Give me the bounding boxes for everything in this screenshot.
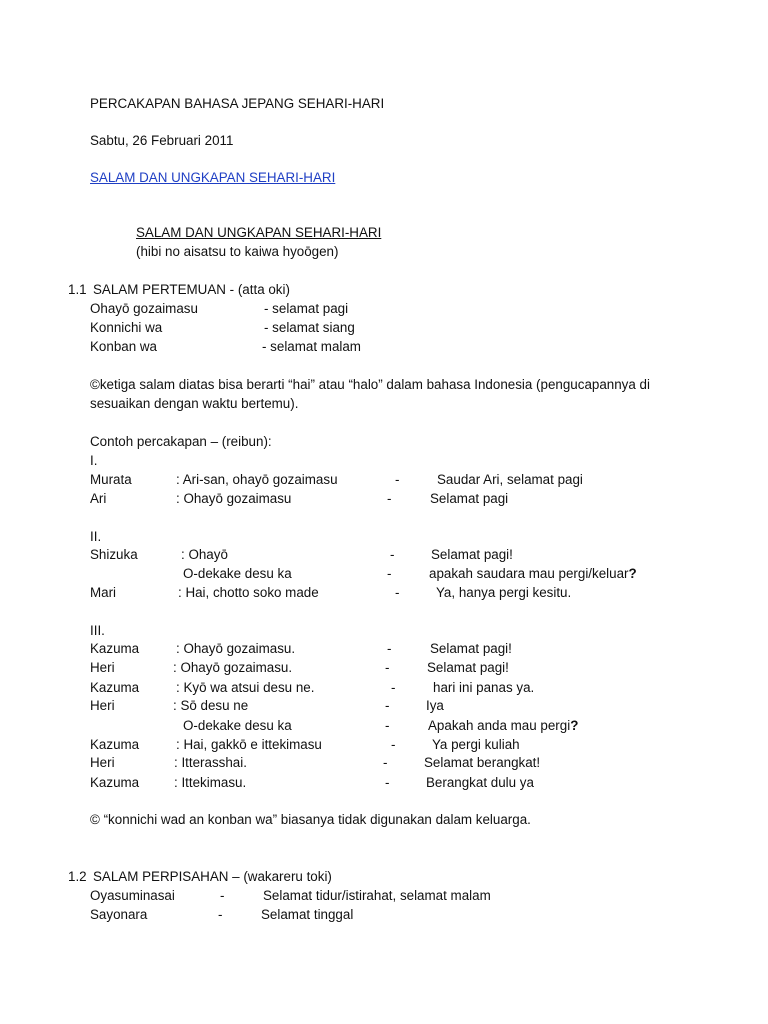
greeting-id: - selamat malam [262, 339, 361, 354]
dialogue-speaker: Kazuma [90, 775, 140, 790]
dialogue-id: Selamat pagi! [431, 547, 513, 562]
page-title: PERCAKAPAN BAHASA JEPANG SEHARI-HARI [90, 96, 385, 111]
dialogue-dash: - [391, 680, 396, 695]
example-heading: Contoh percakapan – (reibun): [90, 434, 272, 449]
dialogue-id: Saudar Ari, selamat pagi [437, 472, 583, 487]
dialogue-dash: - [395, 585, 400, 600]
greeting-jp: Ohayō gozaimasu [90, 301, 198, 316]
note-line: ©ketiga salam diatas bisa berarti “hai” atau “halo” dalam bahasa Indonesia (pengucapannya di [90, 377, 650, 392]
greeting-id: Selamat tidur/istirahat, selamat malam [263, 888, 491, 903]
section-heading: SALAM DAN UNGKAPAN SEHARI-HARI [136, 225, 382, 240]
dialogue-dash: - [391, 737, 396, 752]
dialogue-jp: : Ari-san, ohayō gozaimasu [176, 472, 338, 487]
dialogue-jp: : Itterasshai. [174, 755, 247, 770]
dialogue-id: apakah saudara mau pergi/keluar? [429, 566, 637, 581]
dialogue-id: Selamat pagi! [430, 641, 512, 656]
dialogue-jp: O-dekake desu ka [183, 566, 292, 581]
dialogue-speaker: Kazuma [90, 680, 140, 695]
dialogue-dash: - [385, 775, 390, 790]
dialogue-jp: : Ittekimasu. [174, 775, 247, 790]
dialogue-id: Ya, hanya pergi kesitu. [436, 585, 572, 600]
dialogue-dash: - [387, 491, 392, 506]
section-2-number: 1.2 [68, 869, 87, 884]
greeting-id: - selamat siang [264, 320, 355, 335]
dialogue-speaker: Kazuma [90, 641, 140, 656]
greeting-jp: Konnichi wa [90, 320, 163, 335]
article-link[interactable]: SALAM DAN UNGKAPAN SEHARI-HARI [90, 170, 336, 185]
dialogue-jp: : Ohayō [181, 547, 228, 562]
note-line: sesuaikan dengan waktu bertemu). [90, 396, 299, 411]
dialogue-jp: O-dekake desu ka [183, 718, 292, 733]
dialogue-dash: - [385, 698, 390, 713]
greeting-id: - selamat pagi [264, 301, 349, 316]
note-line: © “konnichi wad an konban wa” biasanya tidak digunakan dalam keluarga. [90, 812, 531, 827]
dialogue-label: II. [90, 529, 102, 544]
dialogue-dash: - [395, 472, 400, 487]
dialogue-dash: - [383, 755, 388, 770]
greeting-jp: Konban wa [90, 339, 158, 354]
dialogue-dash: - [385, 718, 390, 733]
dialogue-id: Selamat berangkat! [424, 755, 541, 770]
greeting-jp: Sayonara [90, 907, 148, 922]
dialogue-id: hari ini panas ya. [433, 680, 535, 695]
dialogue-jp: : Kyō wa atsui desu ne. [176, 680, 315, 695]
dialogue-dash: - [385, 660, 390, 675]
greeting-jp: Oyasuminasai [90, 888, 175, 903]
dialogue-id: Apakah anda mau pergi? [428, 718, 579, 733]
dialogue-jp: : Sō desu ne [173, 698, 249, 713]
greeting-dash: - [220, 888, 225, 903]
dialogue-speaker: Shizuka [90, 547, 138, 562]
section-1-number: 1.1 [68, 282, 87, 297]
dialogue-id: Ya pergi kuliah [432, 737, 520, 752]
post-date: Sabtu, 26 Februari 2011 [90, 133, 234, 148]
dialogue-speaker: Heri [90, 755, 115, 770]
dialogue-speaker: Heri [90, 698, 115, 713]
section-1-title: SALAM PERTEMUAN - (atta oki) [93, 282, 290, 297]
dialogue-dash: - [387, 566, 392, 581]
dialogue-dash: - [387, 641, 392, 656]
dialogue-speaker: Ari [90, 491, 107, 506]
dialogue-jp: : Hai, chotto soko made [178, 585, 319, 600]
greeting-dash: - [218, 907, 223, 922]
dialogue-label: I. [90, 453, 98, 468]
dialogue-speaker: Kazuma [90, 737, 140, 752]
greeting-id: Selamat tinggal [261, 907, 354, 922]
dialogue-jp: : Ohayō gozaimasu. [173, 660, 293, 675]
dialogue-id: Selamat pagi! [427, 660, 509, 675]
dialogue-id: Berangkat dulu ya [426, 775, 534, 790]
dialogue-speaker: Murata [90, 472, 132, 487]
dialogue-speaker: Heri [90, 660, 115, 675]
dialogue-speaker: Mari [90, 585, 117, 600]
dialogue-label: III. [90, 623, 105, 638]
dialogue-jp: : Hai, gakkō e ittekimasu [176, 737, 322, 752]
section-subheading: (hibi no aisatsu to kaiwa hyoōgen) [136, 244, 339, 259]
dialogue-jp: : Ohayō gozaimasu [176, 491, 292, 506]
dialogue-jp: : Ohayō gozaimasu. [176, 641, 296, 656]
dialogue-id: Selamat pagi [430, 491, 509, 506]
dialogue-dash: - [390, 547, 395, 562]
section-2-title: SALAM PERPISAHAN – (wakareru toki) [93, 869, 332, 884]
dialogue-id: Iya [426, 698, 444, 713]
